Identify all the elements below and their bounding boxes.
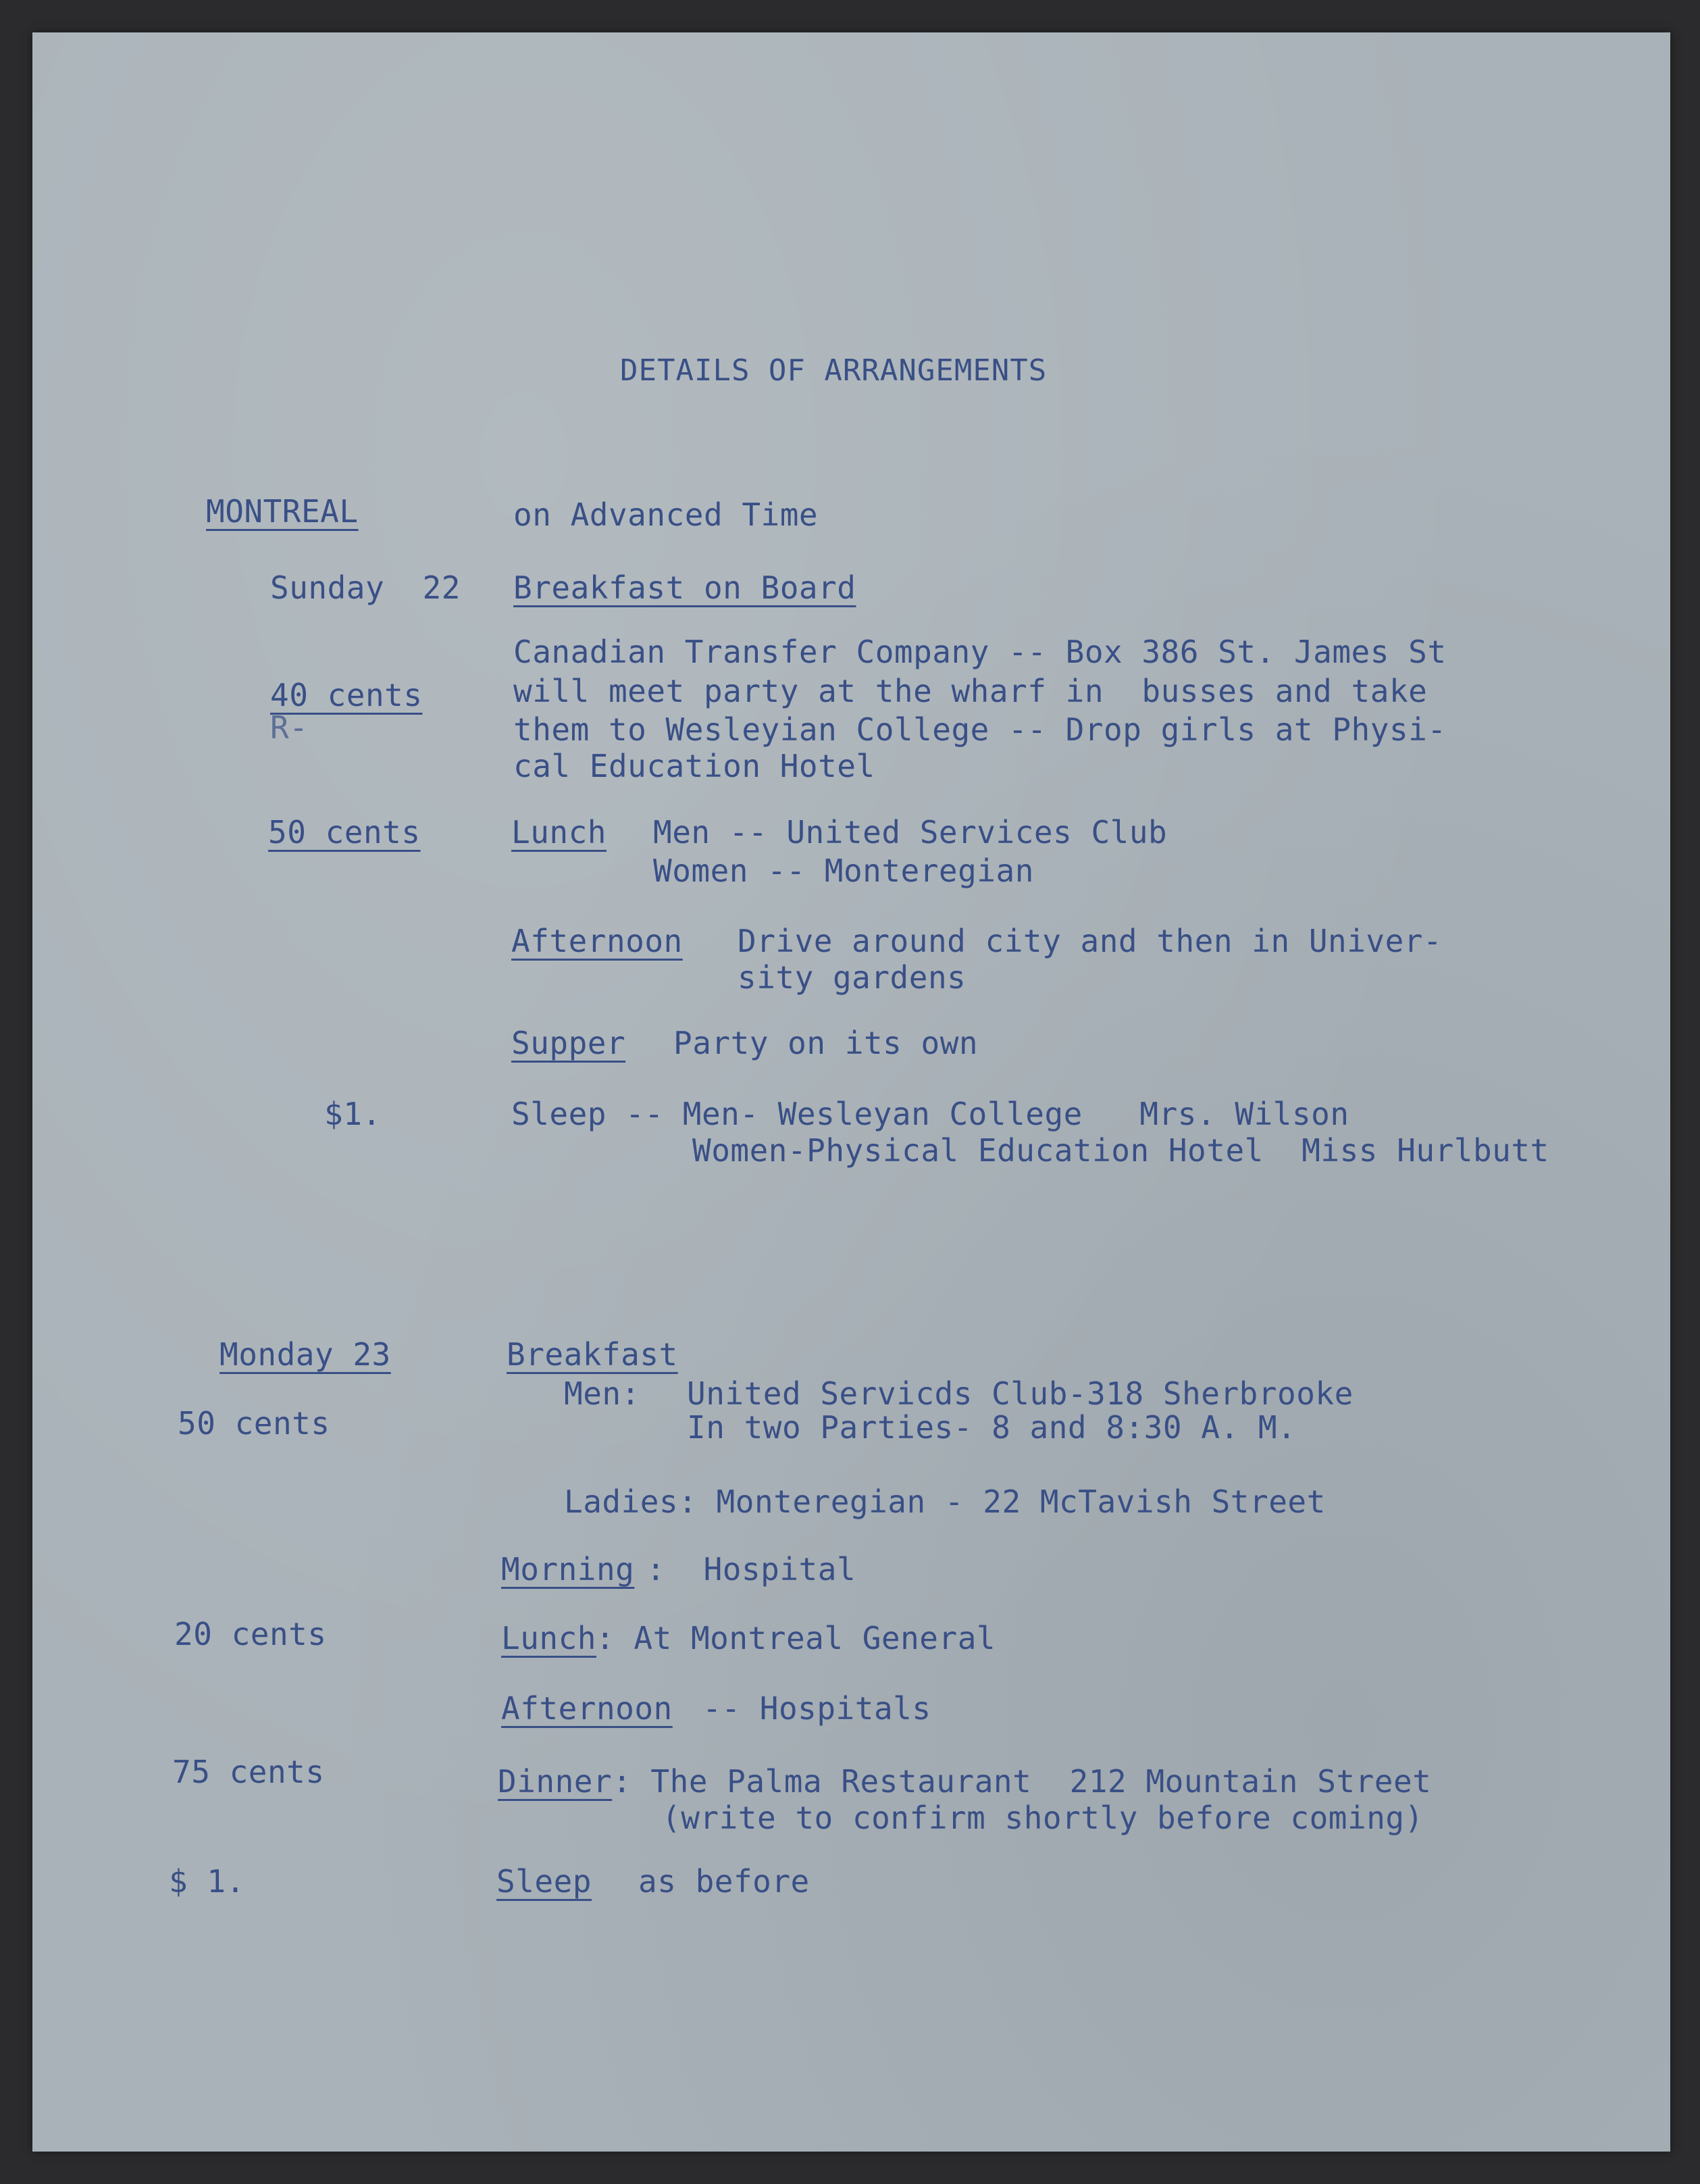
afternoon2-text: -- Hospitals: [684, 1690, 931, 1727]
lunch-women: Women -- Monteregian: [653, 853, 1034, 889]
lunch2-text: : At Montreal General: [596, 1620, 996, 1656]
supper-text: Party on its own: [673, 1025, 979, 1061]
afternoon2-label: Afternoon: [501, 1690, 673, 1727]
time-note: on Advanced Time: [513, 497, 819, 533]
breakfast2-men-label: Men:: [564, 1375, 640, 1412]
afternoon-label: Afternoon: [511, 923, 683, 959]
transfer-line-4: cal Education Hotel: [513, 748, 875, 784]
transfer-cost-mark: R-: [270, 709, 309, 746]
transfer-line-2: will meet party at the wharf in busses and take: [513, 673, 1428, 709]
supper-label: Supper: [511, 1025, 626, 1061]
day2-heading: Monday 23: [220, 1336, 391, 1373]
breakfast2-ladies: Ladies: Monteregian - 22 McTavish Street: [564, 1483, 1326, 1520]
lunch2-label: Lunch: [501, 1620, 596, 1656]
morning2-label: Morning: [501, 1551, 635, 1588]
afternoon-line-2: sity gardens: [738, 959, 967, 996]
breakfast2-label: Breakfast: [507, 1336, 678, 1373]
dinner2-line-1: : The Palma Restaurant 212 Mountain Street: [613, 1763, 1432, 1800]
breakfast-line: Breakfast on Board: [513, 569, 856, 606]
sleep2-label: Sleep: [496, 1863, 592, 1900]
lunch-cost: 50 cents: [268, 814, 421, 850]
day-heading: Sunday 22: [270, 569, 461, 606]
lunch-men: Men -- United Services Club: [653, 814, 1168, 850]
transfer-line-3: them to Wesleyian College -- Drop girls at Physi-: [513, 711, 1447, 748]
lunch-label: Lunch: [511, 814, 607, 850]
morning2-text: : Hospital: [646, 1551, 856, 1588]
lunch2-cost: 20 cents: [174, 1616, 327, 1652]
sleep2-text: as before: [638, 1863, 810, 1900]
dinner2-cost: 75 cents: [172, 1754, 325, 1790]
city-heading: MONTREAL: [206, 493, 359, 530]
breakfast2-men-line-1: United Servicds Club-318 Sherbrooke: [687, 1375, 1354, 1412]
transfer-line-1: Canadian Transfer Company -- Box 386 St. James St: [513, 634, 1447, 670]
sleep-line-2: Women-Physical Education Hotel Miss Hurlbutt: [692, 1132, 1549, 1169]
breakfast2-men-line-2: In two Parties- 8 and 8:30 A. M.: [687, 1409, 1297, 1446]
transfer-cost: 40 cents: [270, 677, 423, 713]
sleep-line-1: Sleep -- Men- Wesleyan College Mrs. Wilson: [511, 1096, 1349, 1132]
dinner2-label: Dinner: [498, 1763, 613, 1800]
sleep2-cost: $ 1.: [169, 1863, 245, 1900]
breakfast2-cost: 50 cents: [178, 1405, 330, 1442]
afternoon-line-1: Drive around city and then in Univer-: [738, 923, 1443, 959]
page-title: DETAILS OF ARRANGEMENTS: [620, 353, 1048, 388]
sleep-cost: $1.: [324, 1096, 382, 1132]
dinner2-line-2: (write to confirm shortly before coming): [662, 1800, 1424, 1836]
